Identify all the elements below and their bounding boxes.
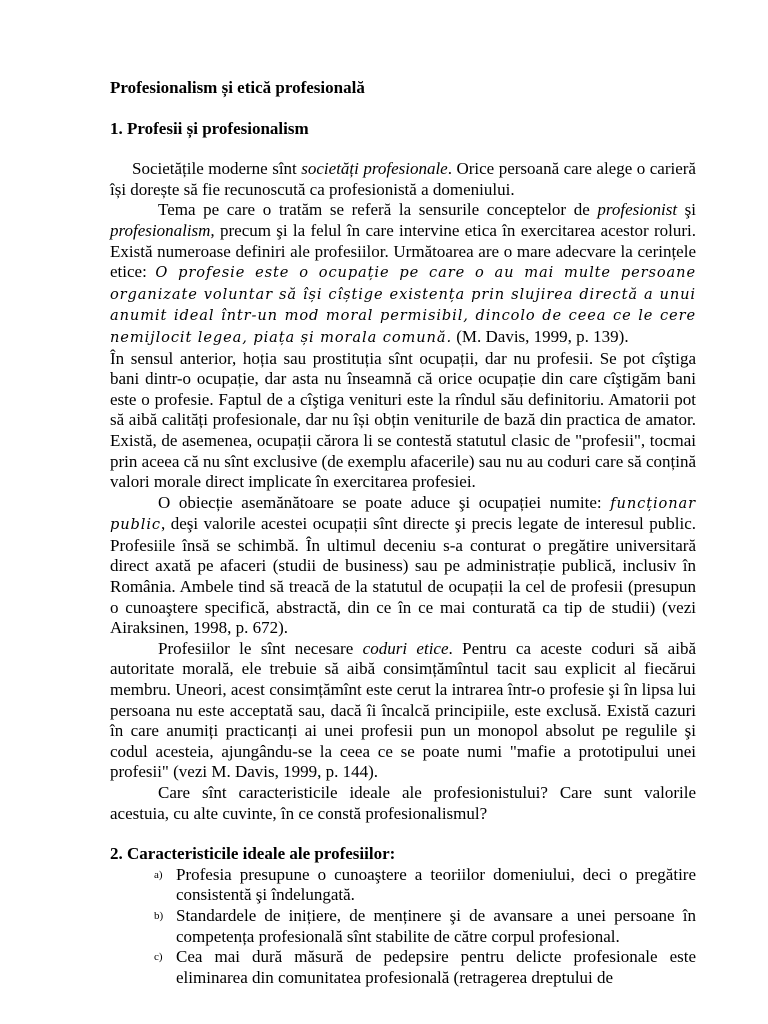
italic-term: profesionist: [597, 200, 678, 220]
paragraph-3: În sensul anterior, hoția sau prostituția sînt ocupații, dar nu profesii. Se pot cîştiga bani dintr-o ocupație, dar asta nu înseamnă că orice ocupație din care cîştigăm bani este o profesie. Faptul de a cîştiga venituri este la rîndul său definitoriu. Amatorii pot să aibă calități profesionale, dar nu își obțin veniturile de bază din practica de amator. Există, de asemenea, ocupații cărora li se contestă statutul clasic de "profesii", tocmai prin aceea că nu sînt exclusive (de exemplu afacerile) sau nu au coduri care să conțină valori morale direct implicate în exercitarea profesiei.: [110, 348, 696, 492]
list-marker: b): [154, 909, 164, 922]
list-item: [110, 865, 696, 906]
italic-term: societăți profesionale: [301, 159, 448, 179]
text-run: precum şi la felul în care intervine etica în exercitarea acestor roluri. Există numeroase definiri ale profesiilor. Următoarea are o mare adecvare la cerințele etice:: [110, 220, 696, 282]
document-page: [110, 78, 696, 988]
italic-term: funcționar public: [110, 494, 696, 534]
citation: (M. Davis, 1999, p. 139).: [451, 326, 629, 346]
list-item: [110, 906, 696, 947]
list-item-text: Standardele de inițiere, de menținere şi de avansare a unei persoane în competența profesională sînt stabilite de către corpul profesional.: [176, 905, 696, 946]
text-run: Societățile moderne sînt: [132, 159, 302, 179]
text-run: Tema pe care o tratăm se referă la sensurile conceptelor de: [158, 200, 598, 220]
italic-term: coduri etice: [362, 638, 449, 658]
paragraph-6: Care sînt caracteristicile ideale ale profesionistului? Care sunt valorile acestuia, cu alte cuvinte, în ce constă profesionalismul?: [110, 783, 696, 823]
definition-quote: O profesie este o ocupație pe care o au mai multe persoane organizate voluntar să își cîștige existența prin slujirea directă a unui anumit ideal într-un mod moral permisibil, dincolo de ceea ce le cere nemijlocit legea, piața și morala comună.: [110, 264, 696, 346]
section-heading-2: 2. Caracteristicile ideale ale profesiilor:: [110, 844, 396, 864]
text-run: şi: [677, 200, 697, 220]
italic-term: profesionalism,: [110, 220, 215, 240]
section-heading-1: 1. Profesii și profesionalism: [110, 118, 309, 138]
document-title: Profesionalism și etică profesională: [110, 78, 365, 97]
paragraph-1: [110, 159, 696, 200]
list-item-text: Profesia presupune o cunoaştere a teoriilor domeniului, deci o pregătire consistentă şi îndelungată.: [176, 864, 696, 905]
paragraph-2: [110, 200, 696, 348]
text-run: . Orice persoană care alege o carieră își dorește să fie recunoscută ca profesionistă a domeniului.: [110, 159, 696, 199]
text-run: , deşi valorile acestei ocupații sînt directe şi precis legate de interesul public. Profesiile însă se schimbă. În ultimul deceniu s-a conturat o pregătire universitară direct axată pe afaceri (studii de business) sau pe administrație publică, inclusiv în România. Ambele tind să treacă de la statutul de ocupații la cel de profesii (presupun o cunoaştere specifică, abstractă, din ce în ce mai conturată ca tip de studii) (vezi Airaksinen, 1998, p. 672).: [110, 514, 696, 638]
text-run: O obiecție asemănătoare se poate aduce şi ocupației numite:: [158, 492, 611, 512]
text-run: Profesiilor le sînt necesare: [158, 638, 363, 658]
list-marker: c): [154, 951, 163, 964]
paragraph-4: [110, 493, 696, 639]
characteristics-list: [110, 865, 696, 989]
list-item: [110, 947, 696, 988]
list-marker: a): [154, 868, 163, 881]
list-item-text: Cea mai dură măsură de pedepsire pentru delicte profesionale este eliminarea din comunitatea profesională (retragerea dreptului de: [176, 947, 696, 987]
text-run: . Pentru ca aceste coduri să aibă autoritate morală, ele trebuie să aibă consimțămîntul tacit sau explicit al fiecărui membru. Uneori, acest consimțămînt este cerut la intrarea într-o profesie şi în lipsa lui persoana nu este acceptată sau, dacă îi încalcă principiile, este exclusă. Există cazuri în care anumiți practicanți ai unei profesii pun un monopol absolut pe regulile şi codul acesteia, ajungându-se la ceea ce se poate numi "mafie a prototipului unei profesii" (vezi M. Davis, 1999, p. 144).: [110, 638, 696, 782]
paragraph-5: [110, 639, 696, 783]
